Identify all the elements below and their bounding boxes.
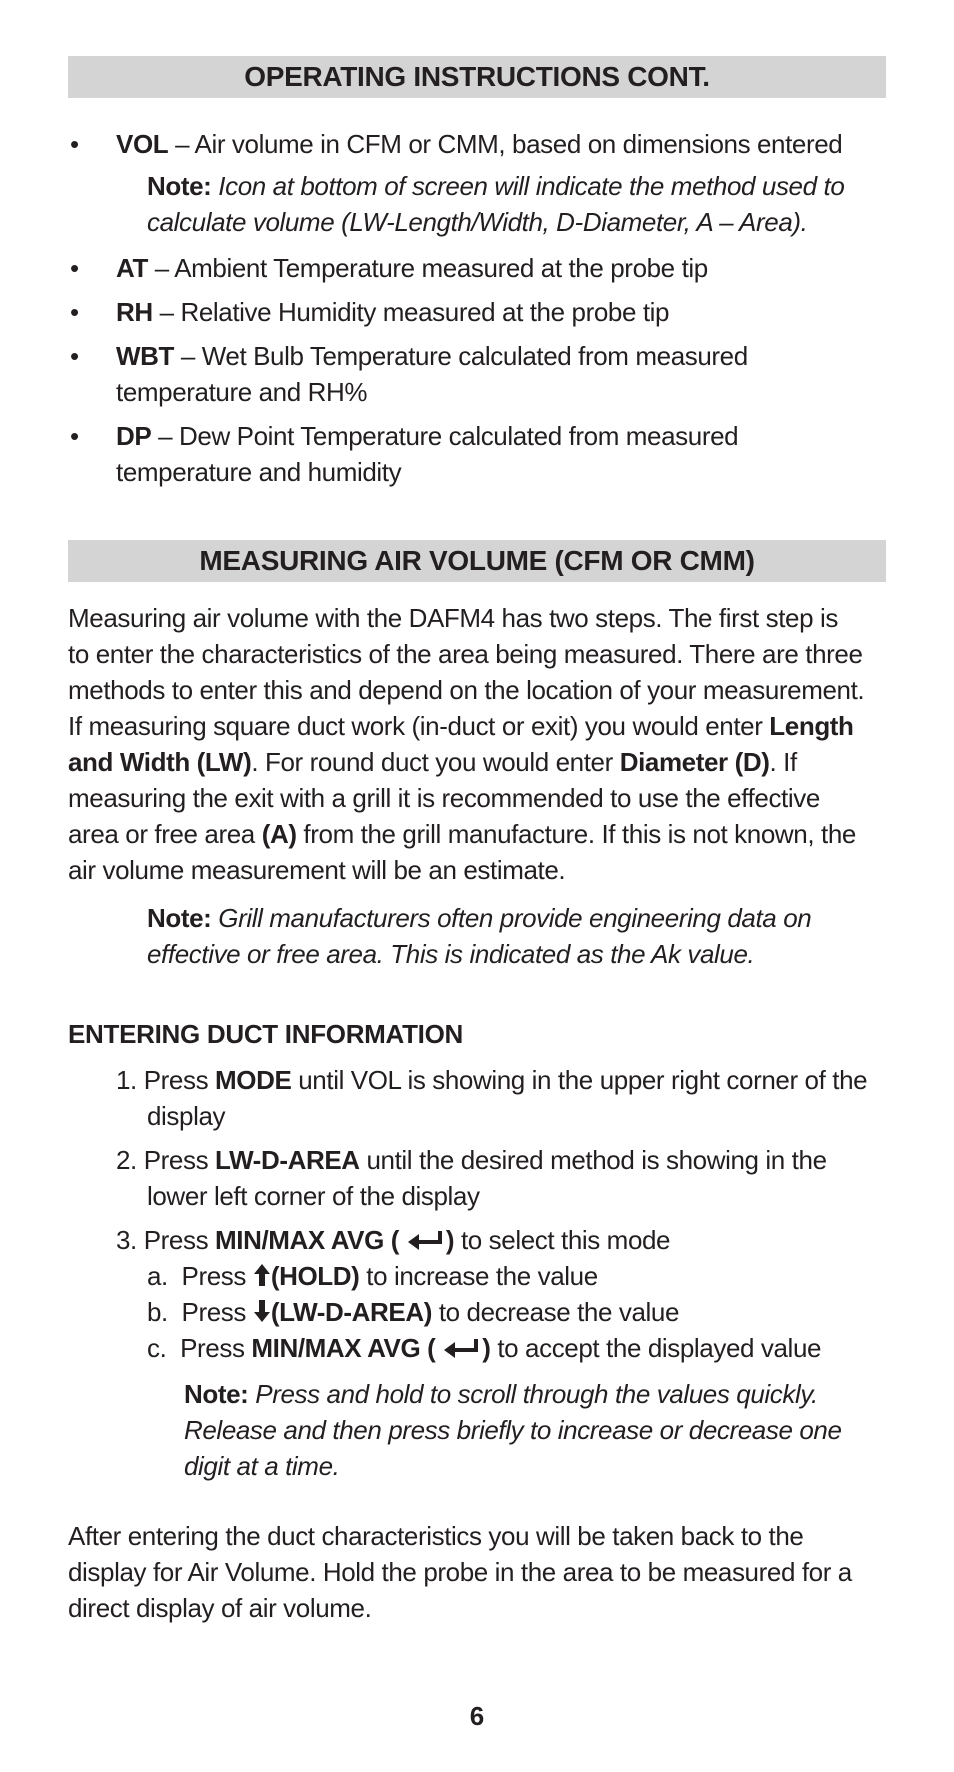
para-bold: Diameter (D) [619, 747, 770, 777]
scroll-note-line2-text: Release and then press briefly to increase or decrease one [184, 1415, 842, 1445]
closing-line: direct display of air volume. [68, 1593, 372, 1623]
para-line: to enter the characteristics of the area being measured. There are three [68, 639, 863, 669]
step-number: 3. [116, 1225, 137, 1255]
substep-text: to decrease the value [432, 1297, 680, 1327]
key-hold: (HOLD) [270, 1261, 360, 1291]
key-close-paren: ) [445, 1225, 455, 1255]
bullet-vol [116, 126, 842, 162]
key-mode: MODE [215, 1065, 292, 1095]
grill-note-line2 [147, 936, 754, 972]
heading-entering-duct-information: ENTERING DUCT INFORMATION [68, 1019, 463, 1049]
substep-text: to accept the displayed value [490, 1333, 822, 1363]
key-min-max-avg: MIN/MAX AVG ( [251, 1333, 436, 1363]
bullet-wbt [116, 338, 748, 374]
closing-line: display for Air Volume. Hold the probe in the area to be measured for a [68, 1557, 852, 1587]
substep-text: Press [180, 1333, 252, 1363]
closing-line: After entering the duct characteristics you will be taken back to the [68, 1521, 804, 1551]
enter-icon [406, 1229, 446, 1251]
key-close-paren: ) [482, 1333, 491, 1363]
up-arrow-icon [253, 1263, 271, 1287]
para-bold: (A) [261, 819, 297, 849]
note-label: Note: [184, 1379, 249, 1409]
note-label: Note: [147, 171, 212, 201]
vol-note-line2 [147, 204, 807, 240]
term-at: AT [116, 253, 148, 283]
step-text: to select this mode [454, 1225, 671, 1255]
down-arrow-icon [253, 1299, 271, 1323]
para-bold: Length [769, 711, 854, 741]
step-2 [116, 1142, 827, 1178]
step-1 [116, 1062, 867, 1098]
step-2-line2: lower left corner of the display [147, 1181, 480, 1211]
step-text: Press [143, 1145, 216, 1175]
para-line: methods to enter this and depend on the location of your measurement. [68, 675, 865, 705]
term-wbt: WBT [116, 341, 174, 371]
bullet-dot: • [70, 129, 80, 159]
term-vol: VOL [116, 129, 169, 159]
para-line: measuring the exit with a grill it is recommended to use the effective [68, 783, 820, 813]
substep-b [147, 1294, 679, 1330]
desc-dp-line2: temperature and humidity [116, 457, 402, 487]
vol-note-line2-text: calculate volume (LW-Length/Width, D-Diameter, A – Area). [147, 207, 808, 237]
vol-note-line1: Icon at bottom of screen will indicate the method used to [218, 171, 845, 201]
section-title-operating-instructions: OPERATING INSTRUCTIONS CONT. [68, 56, 886, 98]
substep-text: Press [181, 1261, 247, 1291]
scroll-note-line1: Press and hold to scroll through the values quickly. [255, 1379, 818, 1409]
scroll-note-line3-text: digit at a time. [184, 1451, 340, 1481]
scroll-note [184, 1376, 818, 1412]
note-label: Note: [147, 903, 212, 933]
step-text: Press [143, 1225, 216, 1255]
step-text: until the desired method is showing in the [359, 1145, 827, 1175]
para-text: from the grill manufacture. If this is not known, the [296, 819, 856, 849]
para-line [68, 708, 854, 744]
scroll-note-line2 [184, 1412, 842, 1448]
desc-wbt: – Wet Bulb Temperature calculated from measured [180, 341, 748, 371]
bullet-dot: • [70, 297, 80, 327]
key-min-max-avg: MIN/MAX AVG ( [215, 1225, 400, 1255]
bullet-dp [116, 418, 738, 454]
para-text: . For round duct you would enter [251, 747, 620, 777]
substep-letter: a. [147, 1261, 168, 1291]
key-lw-d-area: LW-D-AREA [215, 1145, 360, 1175]
grill-note-line1: Grill manufacturers often provide engineering data on [218, 903, 812, 933]
step-3 [116, 1222, 670, 1258]
page-number: 6 [469, 1701, 485, 1731]
bullet-dot: • [70, 421, 80, 451]
enter-icon [442, 1337, 482, 1359]
bullet-at [116, 250, 708, 286]
step-text: Press [143, 1065, 216, 1095]
substep-a [147, 1258, 598, 1294]
desc-wbt-line2: temperature and RH% [116, 377, 368, 407]
substep-letter: b. [147, 1297, 168, 1327]
section-title-measuring-air-volume: MEASURING AIR VOLUME (CFM OR CMM) [68, 540, 886, 582]
desc-dp: – Dew Point Temperature calculated from measured [158, 421, 739, 451]
substep-letter: c. [147, 1333, 167, 1363]
step-number: 1. [116, 1065, 137, 1095]
substep-text: Press [181, 1297, 247, 1327]
grill-note-line2-text: effective or free area. This is indicated as the Ak value. [147, 939, 755, 969]
scroll-note-line3 [184, 1448, 339, 1484]
para-bold: and Width (LW) [68, 747, 252, 777]
bullet-rh [116, 294, 669, 330]
para-line: air volume measurement will be an estimate. [68, 855, 566, 885]
para-text: If measuring square duct work (in-duct or exit) you would enter [68, 711, 770, 741]
grill-note [147, 900, 811, 936]
desc-vol: – Air volume in CFM or CMM, based on dimensions entered [175, 129, 843, 159]
bullet-dot: • [70, 253, 80, 283]
para-line [68, 816, 856, 852]
para-text: . If [769, 747, 797, 777]
substep-text: to increase the value [359, 1261, 598, 1291]
step-text: until VOL is showing in the upper right corner of the [291, 1065, 868, 1095]
substep-c [147, 1330, 821, 1366]
term-rh: RH [116, 297, 153, 327]
vol-note [147, 168, 844, 204]
desc-at: – Ambient Temperature measured at the probe tip [154, 253, 708, 283]
para-line: Measuring air volume with the DAFM4 has two steps. The first step is [68, 603, 838, 633]
term-dp: DP [116, 421, 152, 451]
para-line [68, 744, 797, 780]
key-lw-d-area: (LW-D-AREA) [270, 1297, 432, 1327]
desc-rh: – Relative Humidity measured at the probe tip [159, 297, 670, 327]
step-1-line2: display [147, 1101, 226, 1131]
para-text: area or free area [68, 819, 262, 849]
bullet-dot: • [70, 341, 80, 371]
step-number: 2. [116, 1145, 137, 1175]
